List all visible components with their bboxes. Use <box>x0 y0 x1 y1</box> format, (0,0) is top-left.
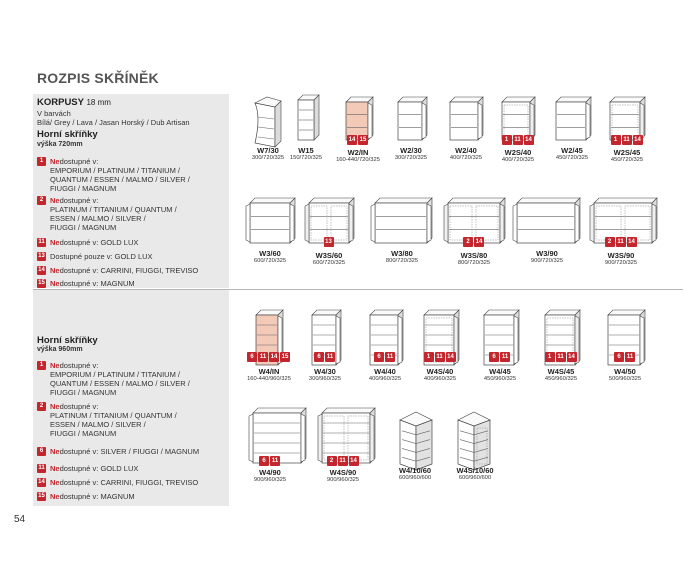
cabinet-code: W4/50 <box>614 367 636 376</box>
note-item <box>37 238 223 247</box>
cabinet-code: W4/30 <box>314 367 336 376</box>
cabinet-code: W2/IN <box>347 148 369 157</box>
cabinet-dimensions: 150/720/325 <box>289 155 323 161</box>
double-door-cabinet-icon <box>246 198 295 243</box>
corner-cabinet-icon <box>255 97 281 147</box>
note-text-body: dostupné v: MAGNUM <box>59 279 135 288</box>
availability-badge: 6 <box>614 352 624 362</box>
double-door-cabinet-icon <box>371 198 432 243</box>
cabinet-dimensions: 900/960/325 <box>253 477 287 483</box>
cabinet-dimensions: 450/960/325 <box>544 376 578 382</box>
availability-badges <box>605 237 637 247</box>
availability-badge: 6 <box>374 352 384 362</box>
note-badge: 2 <box>37 402 46 411</box>
note-badge: 11 <box>38 465 45 471</box>
note-item <box>37 266 223 275</box>
cabinet-code: W3S/80 <box>460 251 488 260</box>
cabinet-dimensions: 800/720/325 <box>385 258 419 264</box>
availability-badge: 2 <box>327 456 337 466</box>
cabinet-dimensions: 160-440/960/325 <box>247 376 291 382</box>
note-text-body: dostupné v: SILVER / FIUGGI / MAGNUM <box>59 447 200 456</box>
section1-heading-text: KORPUSY <box>37 97 84 108</box>
section1-colors: Bílá/ Grey / Lava / Jasan Horský / Dub Artisan <box>37 118 190 127</box>
availability-badge: 1 <box>424 352 434 362</box>
availability-badge: 11 <box>514 137 521 143</box>
cabinet-code: W4/40 <box>374 367 396 376</box>
note-badge: 15 <box>38 493 45 499</box>
note-text-body: dostupné v: CARRINI, FIUGGI, TREVISO <box>59 478 199 487</box>
note-ne-prefix: Ne <box>50 402 60 411</box>
availability-badge: 14 <box>475 239 483 245</box>
availability-badges <box>327 456 359 466</box>
cabinet-dimensions: 450/960/325 <box>483 376 517 382</box>
note-item <box>37 157 223 193</box>
note-item <box>37 361 223 397</box>
section2-height: výška 960mm <box>37 346 83 353</box>
availability-badges <box>545 352 577 362</box>
cabinet-drawing <box>298 95 322 151</box>
cabinet-drawing <box>400 412 440 472</box>
note-badge: 14 <box>38 479 45 485</box>
note-badge: 1 <box>37 361 46 370</box>
legend-panel-960 <box>33 290 229 506</box>
cabinet-code: W4S/10/60 <box>456 466 494 475</box>
section1-heading <box>37 97 111 108</box>
note-badge: 14 <box>38 267 45 273</box>
note-badge: 6 <box>37 447 46 456</box>
cabinet-code: W2/40 <box>455 146 477 155</box>
note-badge: 15 <box>38 280 45 286</box>
cabinet-drawing <box>517 198 583 254</box>
availability-badge: 11 <box>271 458 279 464</box>
cabinet-code: W4S/90 <box>329 468 357 477</box>
availability-badge: 11 <box>626 354 634 360</box>
single-door-cabinet-icon <box>398 97 427 140</box>
cabinet-code: W4S/40 <box>426 367 454 376</box>
cabinet-dimensions: 300/960/325 <box>308 376 342 382</box>
section1-heading-size: 18 mm <box>86 98 111 107</box>
availability-badge: 11 <box>326 354 334 360</box>
cabinet-code: W3/90 <box>536 249 558 258</box>
cabinet-dimensions: 300/720/325 <box>394 155 428 161</box>
cabinet-dimensions: 160-440/720/325 <box>336 157 380 163</box>
availability-badge: 14 <box>350 458 357 464</box>
availability-badge: 14 <box>634 137 641 143</box>
availability-badge: 14 <box>447 354 454 360</box>
cabinet-code: W2S/45 <box>613 148 641 157</box>
glass-door-cabinet-icon <box>610 97 645 140</box>
cabinet-code: W2S/40 <box>504 148 532 157</box>
cabinet-dimensions: 600/720/325 <box>312 260 346 266</box>
corner-cabinet-icon <box>400 412 432 470</box>
cabinet-code: W15 <box>298 146 314 155</box>
note-text <box>50 478 223 487</box>
double-door-cabinet-icon <box>249 408 306 463</box>
note-item <box>37 402 223 438</box>
cabinet-drawing <box>375 198 435 254</box>
availability-badges <box>502 135 534 145</box>
open-shelf-cabinet-icon <box>298 95 319 140</box>
note-text-body: Dostupné pouze v: GOLD LUX <box>50 252 153 261</box>
note-ne-prefix: Ne <box>50 464 60 473</box>
availability-badge: 11 <box>617 239 624 245</box>
note-item <box>37 279 223 288</box>
cabinet-code: W4/IN <box>258 367 280 376</box>
note-item <box>37 252 223 261</box>
availability-badge: 14 <box>270 354 278 360</box>
note-text-body: dostupné v: GOLD LUX <box>59 238 139 247</box>
cabinet-code: W4/10/60 <box>398 466 432 475</box>
cabinet-dimensions: 900/960/325 <box>326 477 360 483</box>
cabinet-dimensions: 500/960/325 <box>608 376 642 382</box>
note-text-body: dostupné v: GOLD LUX <box>59 464 139 473</box>
cabinet-dimensions: 300/720/325 <box>251 155 285 161</box>
cabinet-dimensions: 400/720/325 <box>501 157 535 163</box>
note-item <box>37 196 223 232</box>
availability-badge: 14 <box>628 239 635 245</box>
note-text <box>50 157 223 193</box>
single-door-cabinet-icon <box>450 97 483 140</box>
cabinet-dimensions: 450/720/325 <box>555 155 589 161</box>
availability-badge: 15 <box>359 137 367 143</box>
cabinet-dimensions: 450/720/325 <box>610 157 644 163</box>
cabinet-drawing <box>458 412 498 472</box>
availability-badge: 14 <box>525 137 532 143</box>
availability-badges <box>424 352 456 362</box>
note-ne-prefix: Ne <box>50 196 60 205</box>
availability-badges <box>463 237 484 247</box>
note-text <box>50 402 223 438</box>
availability-badge: 11 <box>557 354 564 360</box>
availability-badge: 13 <box>325 239 332 245</box>
cabinet-drawing <box>398 97 430 151</box>
availability-badges <box>489 352 510 362</box>
cabinet-dimensions: 400/960/325 <box>368 376 402 382</box>
note-ne-prefix: Ne <box>50 478 60 487</box>
cabinet-dimensions: 400/960/325 <box>423 376 457 382</box>
availability-badge: 15 <box>281 354 289 360</box>
single-door-cabinet-icon <box>556 97 591 140</box>
availability-badges <box>314 352 335 362</box>
cabinet-code: W2/30 <box>400 146 422 155</box>
note-badge: 2 <box>37 196 46 205</box>
note-ne-prefix: Ne <box>50 492 60 501</box>
availability-badge: 6 <box>259 456 269 466</box>
availability-badge: 11 <box>339 458 346 464</box>
availability-badge: 14 <box>568 354 575 360</box>
note-ne-prefix: Ne <box>50 157 60 166</box>
note-text-body: dostupné v: EMPORIUM / PLATINUM / TITANIUM / QUANTUM / ESSEN / MALMO / SILVER / FIUGGI / MAGNUM <box>50 157 190 193</box>
cabinet-drawing <box>255 97 289 153</box>
availability-badge: 11 <box>501 354 509 360</box>
availability-badge: 1 <box>611 135 621 145</box>
note-text <box>50 238 223 247</box>
availability-badges <box>611 135 643 145</box>
corner-glass-cabinet-icon <box>458 412 490 470</box>
availability-badges <box>259 456 280 466</box>
note-ne-prefix: Ne <box>50 238 60 247</box>
cabinet-dimensions: 400/720/325 <box>449 155 483 161</box>
cabinet-dimensions: 900/720/325 <box>604 260 638 266</box>
availability-badge: 11 <box>259 354 267 360</box>
note-text <box>50 447 223 456</box>
availability-badge: 2 <box>605 237 615 247</box>
note-badge: 11 <box>38 239 45 245</box>
availability-badges <box>614 352 635 362</box>
note-text <box>50 252 223 261</box>
cabinet-code: W3/60 <box>259 249 281 258</box>
section-divider <box>33 289 683 290</box>
single-door-cabinet-icon <box>346 97 373 140</box>
note-text <box>50 196 223 232</box>
cabinet-dimensions: 900/720/325 <box>530 258 564 264</box>
availability-badge: 11 <box>623 137 630 143</box>
note-text-body: dostupné v: PLATINUM / TITANIUM / QUANTUM / ESSEN / MALMO / SILVER / FIUGGI / MAGNUM <box>50 402 177 438</box>
availability-badges <box>347 135 368 145</box>
availability-badges <box>374 352 395 362</box>
section2-subheading: Horní skříňky <box>37 335 98 346</box>
note-ne-prefix: Ne <box>50 279 60 288</box>
availability-badge: 1 <box>545 352 555 362</box>
note-text <box>50 279 223 288</box>
note-badge: 1 <box>37 157 46 166</box>
section1-height: výška 720mm <box>37 141 83 148</box>
cabinet-code: W3S/90 <box>607 251 635 260</box>
cabinet-drawing <box>450 97 486 151</box>
availability-badge: 6 <box>247 352 257 362</box>
note-item <box>37 464 223 473</box>
section1-subheading: Horní skříňky <box>37 129 98 140</box>
cabinet-drawing <box>250 198 298 254</box>
note-ne-prefix: Ne <box>50 266 60 275</box>
availability-badges <box>324 237 334 247</box>
note-text-body: dostupné v: MAGNUM <box>59 492 135 501</box>
note-badge: 13 <box>38 253 45 259</box>
cabinet-code: W3/80 <box>391 249 413 258</box>
availability-badge: 1 <box>502 135 512 145</box>
cabinet-code: W4S/45 <box>547 367 575 376</box>
glass-door-cabinet-icon <box>502 97 535 140</box>
cabinet-code: W4/90 <box>259 468 281 477</box>
section1-colors-label: V barvách <box>37 109 71 118</box>
availability-badge: 6 <box>489 352 499 362</box>
note-text <box>50 266 223 275</box>
note-text-body: dostupné v: EMPORIUM / PLATINUM / TITANIUM / QUANTUM / ESSEN / MALMO / SILVER / FIUGGI / MAGNUM <box>50 361 190 397</box>
availability-badge: 2 <box>463 237 473 247</box>
cabinet-code: W3S/60 <box>315 251 343 260</box>
note-item <box>37 478 223 487</box>
availability-badge: 11 <box>436 354 443 360</box>
cabinet-dimensions: 600/960/600 <box>458 475 492 481</box>
cabinet-dimensions: 600/960/600 <box>398 475 432 481</box>
note-text-body: dostupné v: PLATINUM / TITANIUM / QUANTUM / ESSEN / MALMO / SILVER / FIUGGI / MAGNUM <box>50 196 177 232</box>
cabinet-dimensions: 800/720/325 <box>457 260 491 266</box>
cabinet-code: W7/30 <box>257 146 279 155</box>
availability-badge: 14 <box>348 137 356 143</box>
note-item <box>37 447 223 456</box>
double-door-cabinet-icon <box>513 198 580 243</box>
cabinet-code: W4/45 <box>489 367 511 376</box>
double-glass-cabinet-icon <box>318 408 375 463</box>
note-text-body: dostupné v: CARRINI, FIUGGI, TREVISO <box>59 266 199 275</box>
note-item <box>37 492 223 501</box>
cabinet-dimensions: 600/720/325 <box>253 258 287 264</box>
availability-badge: 6 <box>314 352 324 362</box>
page-number: 54 <box>14 514 26 525</box>
note-text <box>50 361 223 397</box>
page-title: ROZPIS SKŘÍNĚK <box>37 70 159 86</box>
note-text <box>50 464 223 473</box>
availability-badge: 11 <box>386 354 394 360</box>
cabinet-code: W2/45 <box>561 146 583 155</box>
note-ne-prefix: Ne <box>50 361 60 370</box>
availability-badges <box>247 352 290 362</box>
note-ne-prefix: Ne <box>50 447 60 456</box>
note-text <box>50 492 223 501</box>
cabinet-drawing <box>556 97 594 151</box>
